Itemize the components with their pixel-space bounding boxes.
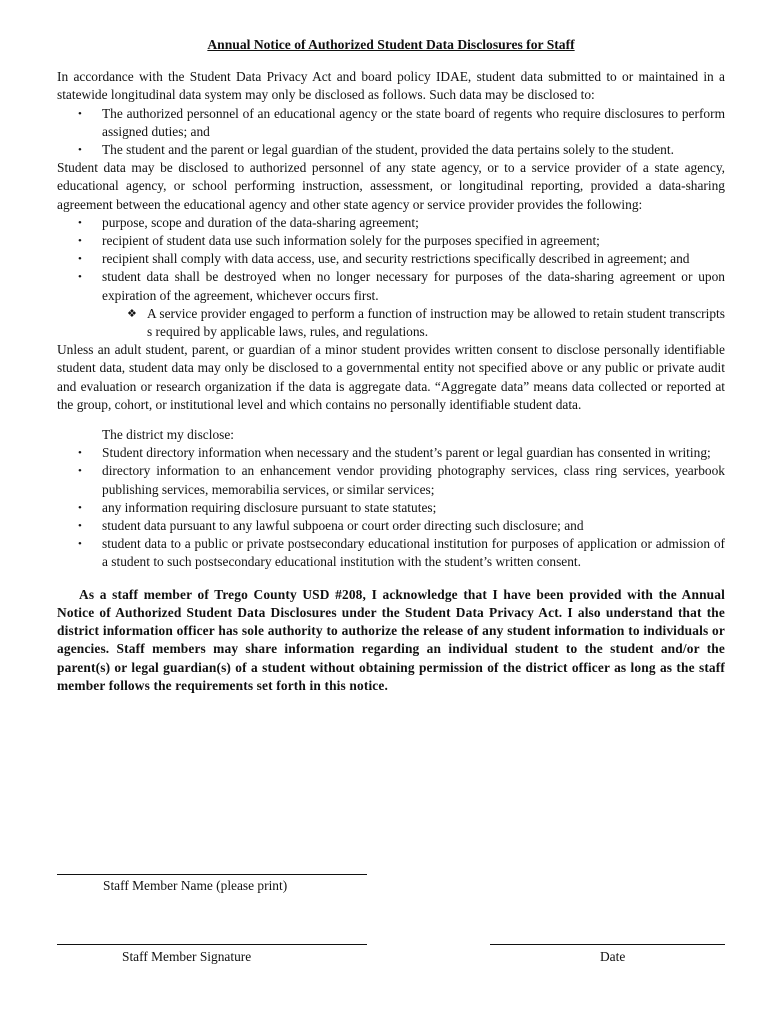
list-item: • student data pursuant to any lawful subpoena or court order directing such disclosure; and bbox=[57, 517, 725, 535]
bullet-icon: • bbox=[78, 253, 82, 266]
intro-paragraph: In accordance with the Student Data Privacy Act and board policy IDAE, student data submitted to or maintained in a statewide longitudinal data system may only be disclosed as follows. Such data may be disclosed to: bbox=[57, 69, 725, 103]
bullet-icon: • bbox=[78, 107, 82, 120]
list-item: • purpose, scope and duration of the data-sharing agreement; bbox=[57, 214, 725, 232]
list-item: • recipient shall comply with data access, use, and security restrictions specifically described in agreement; and bbox=[57, 250, 725, 268]
document-title: Annual Notice of Authorized Student Data Disclosures for Staff bbox=[207, 37, 575, 52]
district-bullet-list bbox=[57, 444, 725, 571]
list-item: • Student directory information when necessary and the student’s parent or legal guardian has consented in writing; bbox=[57, 444, 725, 462]
date-label: Date bbox=[600, 949, 626, 964]
list-item: • The student and the parent or legal guardian of the student, provided the data pertains solely to the student. bbox=[57, 141, 725, 159]
staff-signature-line[interactable] bbox=[57, 944, 367, 945]
document-page bbox=[57, 36, 725, 695]
list-item: • recipient of student data use such information solely for the purposes specified in agreement; bbox=[57, 232, 725, 250]
list-item: • directory information to an enhancement vendor providing photography services, class ring services, yearbook publishing services, memorabilia services, or similar services; bbox=[78, 463, 725, 497]
list-item: • student data to a public or private postsecondary educational institution for purposes of application or admission of a student to such postsecondary educational institution with the student’s written consent. bbox=[78, 536, 725, 570]
list-item: ❖ A service provider engaged to perform a function of instruction may be allowed to retain student transcripts s required by applicable laws, rules, and regulations. bbox=[127, 305, 725, 340]
bullet-icon: • bbox=[78, 465, 82, 478]
diamond-bullet-icon: ❖ bbox=[127, 307, 137, 320]
bullet-icon: • bbox=[78, 447, 82, 460]
consent-paragraph: Unless an adult student, parent, or guardian of a minor student provides written consent to disclose personally identifiable student data, student data may only be disclosed to a governmental entity not specified above or any public or private audit and evaluation or research organization if the data is aggregate data. “Aggregate data” means data collected or reported at the group, cohort, or institutional level and which contains no personally identifiable student data. bbox=[57, 342, 725, 412]
acknowledgement-paragraph: As a staff member of Trego County USD #208, I acknowledge that I have been provided with the Annual Notice of Authorized Student Data Disclosures under the Student Data Privacy Act. I also understand that the district information officer has sole authority to authorize the release of any student information to individuals or agencies. Staff members may share information regarding an individual student to the student and/or the parent(s) or legal guardian(s) of a student without obtaining permission of the district officer as long as the staff member follows the requirements set forth in this notice. bbox=[57, 586, 725, 693]
bullet-icon: • bbox=[78, 520, 82, 533]
bullet-icon: • bbox=[78, 235, 82, 248]
staff-signature-label: Staff Member Signature bbox=[122, 949, 252, 964]
data-sharing-paragraph: Student data may be disclosed to authorized personnel of any state agency, or to a service provider of a state agency, educational agency, or school performing instruction, assessment, or longitudinal reporting, provided a data-sharing agreement between the educational agency and other state agency or service provider provides the following: bbox=[57, 160, 725, 212]
sub-bullet-list bbox=[57, 305, 725, 341]
bullet-icon: • bbox=[78, 271, 82, 284]
district-disclose-heading: The district my disclose: bbox=[102, 427, 235, 443]
list-item: • any information requiring disclosure pursuant to state statutes; bbox=[57, 499, 725, 517]
agreement-bullet-list bbox=[57, 214, 725, 305]
bullet-icon: • bbox=[78, 144, 82, 157]
bullet-icon: • bbox=[78, 501, 82, 514]
bullet-icon: • bbox=[78, 538, 82, 551]
intro-bullet-list bbox=[57, 105, 725, 160]
staff-name-label: Staff Member Name (please print) bbox=[103, 878, 288, 893]
date-line[interactable] bbox=[490, 944, 725, 945]
list-item: • student data shall be destroyed when no longer necessary for purposes of the data-sharing agreement or upon expiration of the agreement, whichever occurs first. bbox=[78, 269, 725, 303]
staff-name-line[interactable] bbox=[57, 874, 367, 875]
list-item: • The authorized personnel of an educational agency or the state board of regents who require disclosures to perform assigned duties; and bbox=[78, 105, 725, 139]
bullet-icon: • bbox=[78, 216, 82, 229]
